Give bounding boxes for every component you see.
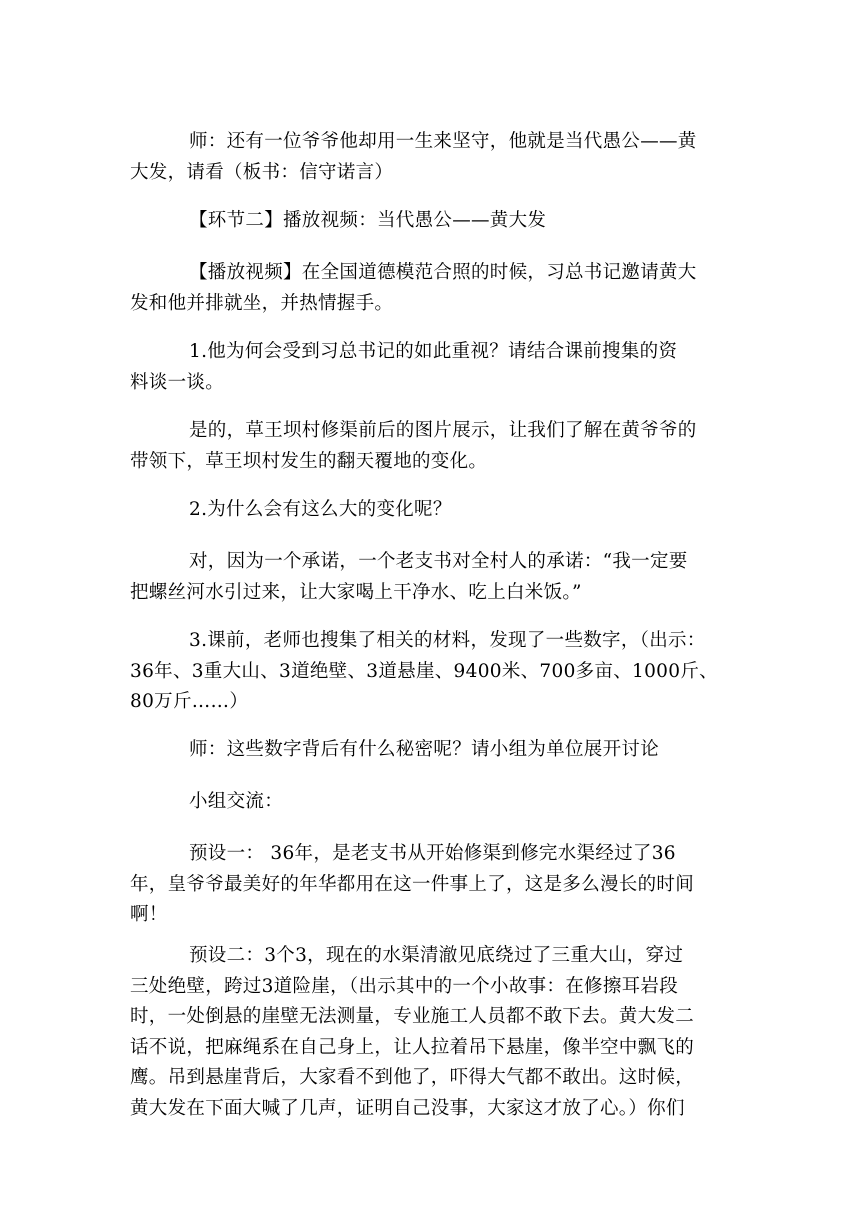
text-line: 对，因为一个承诺，一个老支书对全村人的承诺：“我一定要	[189, 551, 688, 572]
text-line: 料谈一谈。	[130, 371, 225, 393]
paragraph-group-exchange	[130, 787, 735, 818]
text-line: 黄大发在下面大喊了几声，证明自己没事，大家这才放了心。）你们	[130, 1097, 685, 1119]
text-line: 带领下，草王坝村发生的翻天覆地的变化。	[130, 450, 488, 472]
text-line: 预设二：3个3，现在的水渠清澈见底绕过了三重大山，穿过	[189, 945, 684, 966]
text-line: 小组交流：	[189, 791, 284, 812]
text-line: 预设一： 36年，是老支书从开始修渠到修完水渠经过了36	[189, 843, 676, 864]
text-line: 师：还有一位爷爷他却用一生来坚守，他就是当代愚公——黄	[189, 131, 697, 152]
paragraph-question-one	[130, 337, 735, 398]
paragraph-play-video	[130, 258, 735, 319]
text-line: 36年、3重大山、3道绝壁、3道悬崖、9400米、700多亩、1000斤、	[130, 660, 718, 682]
paragraph-question-three	[130, 626, 735, 718]
text-line: 话不说，把麻绳系在自己身上，让人拉着吊下悬崖，像半空中飘飞的	[130, 1036, 695, 1058]
paragraph-answer-two	[130, 547, 735, 608]
text-line: 2.为什么会有这么大的变化呢？	[189, 499, 452, 520]
text-line: 鹰。吊到悬崖背后，大家看不到他了，吓得大气都不敢出。这时候，	[130, 1067, 695, 1088]
text-line: 啊！	[130, 904, 168, 925]
text-line: 80万斤……）	[130, 691, 249, 712]
paragraph-teacher-discussion	[130, 735, 735, 766]
paragraph-preset-two	[130, 941, 735, 1124]
text-line: 三处绝壁，跨过3道险崖，（出示其中的一个小故事：在修擦耳岩段	[130, 975, 679, 997]
text-line: 师：这些数字背后有什么秘密呢？请小组为单位展开讨论	[189, 739, 660, 760]
text-line: 3.课前，老师也搜集了相关的材料，发现了一些数字，（出示：	[189, 630, 706, 651]
paragraph-section-two-heading	[130, 206, 735, 237]
text-line: 把螺丝河水引过来，让大家喝上干净水、吃上白米饭。”	[130, 581, 582, 603]
paragraph-preset-one	[130, 839, 735, 931]
text-line: 【播放视频】在全国道德模范合照的时候，习总书记邀请黄大	[189, 262, 697, 283]
text-line: 【环节二】播放视频：当代愚公——黄大发	[189, 210, 547, 231]
text-line: 年，皇爷爷最美好的年华都用在这一件事上了，这是多么漫长的时间	[130, 873, 695, 895]
text-line: 1.他为何会受到习总书记的如此重视？请结合课前搜集的资	[189, 341, 678, 362]
paragraph-question-two	[130, 495, 735, 526]
text-line: 时，一处倒悬的崖壁无法测量，专业施工人员都不敢下去。黄大发二	[130, 1006, 695, 1027]
paragraph-answer-one	[130, 416, 735, 477]
text-line: 是的，草王坝村修渠前后的图片展示，让我们了解在黄爷爷的	[189, 420, 697, 441]
paragraph-teacher-intro	[130, 127, 735, 188]
text-line: 发和他并排就坐，并热情握手。	[130, 292, 394, 314]
text-line: 大发，请看（板书：信守诺言）	[130, 161, 394, 183]
